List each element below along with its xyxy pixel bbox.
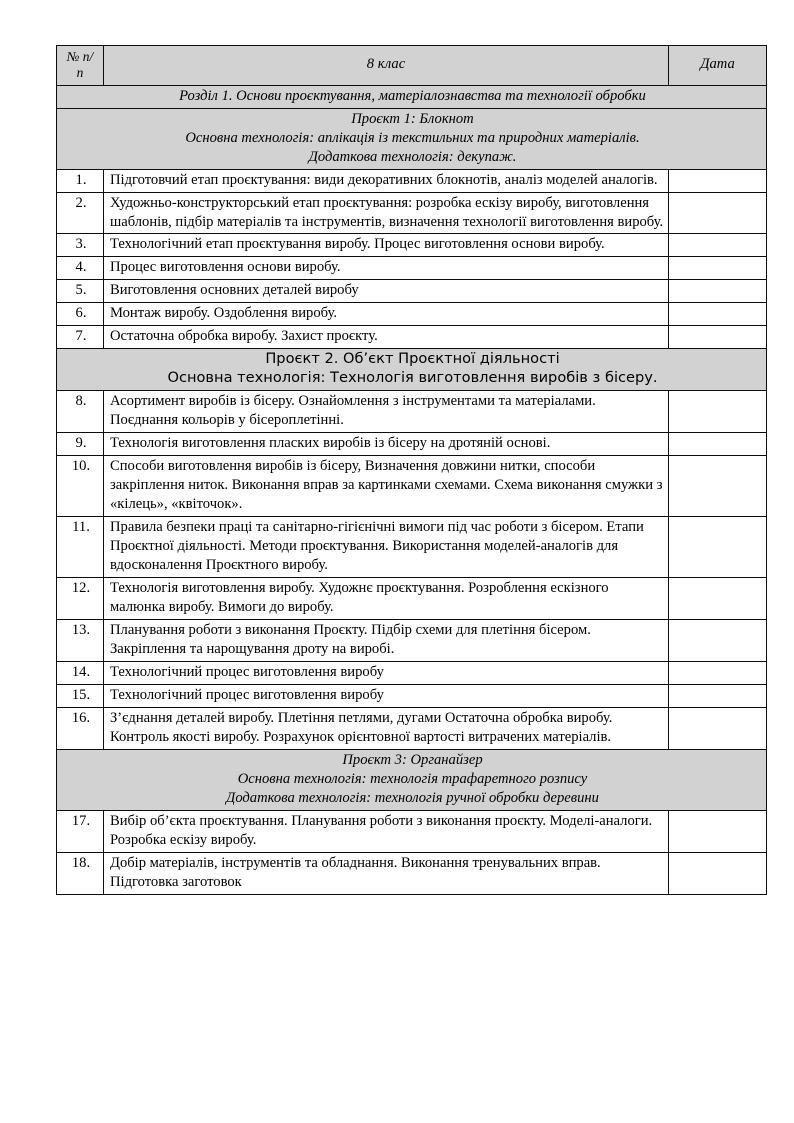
table-row [57,192,767,234]
row-date[interactable] [669,169,767,192]
row-date[interactable] [669,280,767,303]
row-topic: Технологічний етап проєктування виробу. Процес виготовлення основи виробу. [104,234,669,257]
section-row-proekt-2 [57,349,767,391]
section-line: Проєкт 1: Блокнот [351,110,474,127]
row-topic: Планування роботи з виконання Проєкту. Підбір схеми для плетіння бісером. Закріплення та нарощування дроту на виробі. [104,619,669,661]
section-line: Основна технологія: аплікація із текстильних та природних матеріалів. [185,129,640,146]
row-number: 13. [57,619,104,661]
row-date[interactable] [669,433,767,456]
section-line: Проєкт 2. Об’єкт Проєктної діяльності [265,350,560,368]
row-number: 11. [57,517,104,578]
section-line: Проєкт 3: Органайзер [342,751,483,768]
row-date[interactable] [669,234,767,257]
row-number: 8. [57,391,104,433]
row-date[interactable] [669,707,767,749]
curriculum-plan-table [56,45,767,895]
table-row [57,433,767,456]
row-number: 12. [57,577,104,619]
row-date[interactable] [669,661,767,684]
header-cell-grade: 8 клас [104,46,669,86]
row-date[interactable] [669,257,767,280]
row-date[interactable] [669,326,767,349]
row-date[interactable] [669,577,767,619]
row-number: 1. [57,169,104,192]
row-number: 16. [57,707,104,749]
row-date[interactable] [669,810,767,852]
row-date[interactable] [669,391,767,433]
row-topic: Вибір об’єкта проєктування. Планування роботи з виконання проєкту. Моделі-аналоги. Розробка ескізу виробу. [104,810,669,852]
row-number: 6. [57,303,104,326]
table-row [57,234,767,257]
section-line: Основна технологія: технологія трафаретного розпису [237,770,588,787]
row-number: 5. [57,280,104,303]
table-row [57,661,767,684]
table-row [57,303,767,326]
row-number: 3. [57,234,104,257]
section-row-proekt-3 [57,749,767,810]
row-topic: Асортимент виробів із бісеру. Ознайомлення з інструментами та матеріалами. Поєднання кольорів у бісероплетінні. [104,391,669,433]
row-topic: Технологічний процес виготовлення виробу [104,661,669,684]
row-number: 4. [57,257,104,280]
table-row [57,280,767,303]
row-topic: Виготовлення основних деталей виробу [104,280,669,303]
table-row [57,619,767,661]
header-cell-number [57,46,104,86]
row-date[interactable] [669,456,767,517]
row-date[interactable] [669,192,767,234]
row-topic: Правила безпеки праці та санітарно-гігієнічні вимоги під час роботи з бісером. Етапи Проєктної діяльності. Методи проєктування. Використання моделей-аналогів для вдосконалення Проєктного виробу. [104,517,669,578]
row-number: 10. [57,456,104,517]
row-topic: Остаточна обробка виробу. Захист проєкту. [104,326,669,349]
row-topic: Художньо-конструкторський етап проєктування: розробка ескізу виробу, виготовлення шаблонів, підбір матеріалів та інструментів, визначення технології виготовлення виробу. [104,192,669,234]
row-date[interactable] [669,517,767,578]
table-header-row [57,46,767,86]
row-topic: Монтаж виробу. Оздоблення виробу. [104,303,669,326]
row-topic: Добір матеріалів, інструментів та обладнання. Виконання тренувальних вправ. Підготовка заготовок [104,852,669,894]
table-row [57,391,767,433]
section-line: Додаткова технологія: технологія ручної обробки деревини [226,789,599,806]
section-line: Основна технологія: Технологія виготовлення виробів з бісеру. [167,369,658,387]
header-number-line2: п [76,65,84,81]
section-cell-rozdil-1 [57,85,767,108]
row-topic: Технологія виготовлення виробу. Художнє проєктування. Розроблення ескізного малюнка виробу. Вимоги до виробу. [104,577,669,619]
section-line: Розділ 1. Основи проєктування, матеріалознавства та технології обробки [179,87,646,104]
table-row [57,577,767,619]
section-cell-proekt-3 [57,749,767,810]
table-row [57,456,767,517]
section-row-rozdil-1 [57,85,767,108]
row-date[interactable] [669,684,767,707]
section-cell-proekt-1 [57,108,767,169]
row-number: 17. [57,810,104,852]
row-number: 2. [57,192,104,234]
row-topic: Підготовчий етап проєктування: види декоративних блокнотів, аналіз моделей аналогів. [104,169,669,192]
header-number-line1: № п/ [66,49,94,64]
table-row [57,684,767,707]
row-number: 18. [57,852,104,894]
row-topic: Способи виготовлення виробів із бісеру, Визначення довжини нитки, способи закріплення ниток. Виконання вправ за картинками схемами. Схема виконання смужки з «кілець», «квіточок». [104,456,669,517]
row-date[interactable] [669,852,767,894]
row-number: 7. [57,326,104,349]
row-date[interactable] [669,303,767,326]
table-row [57,810,767,852]
table-row [57,707,767,749]
section-row-proekt-1 [57,108,767,169]
table-row [57,326,767,349]
table-row [57,257,767,280]
section-cell-proekt-2 [57,349,767,391]
row-topic: Технологічний процес виготовлення виробу [104,684,669,707]
row-topic: З’єднання деталей виробу. Плетіння петлями, дугами Остаточна обробка виробу. Контроль якості виробу. Розрахунок орієнтовної вартості витрачених матеріалів. [104,707,669,749]
table-row [57,169,767,192]
row-date[interactable] [669,619,767,661]
table-row [57,852,767,894]
header-cell-date: Дата [669,46,767,86]
row-number: 14. [57,661,104,684]
row-topic: Процес виготовлення основи виробу. [104,257,669,280]
table-row [57,517,767,578]
section-line: Додаткова технологія: декупаж. [308,148,517,165]
row-number: 15. [57,684,104,707]
row-number: 9. [57,433,104,456]
row-topic: Технологія виготовлення пласких виробів із бісеру на дротяній основі. [104,433,669,456]
